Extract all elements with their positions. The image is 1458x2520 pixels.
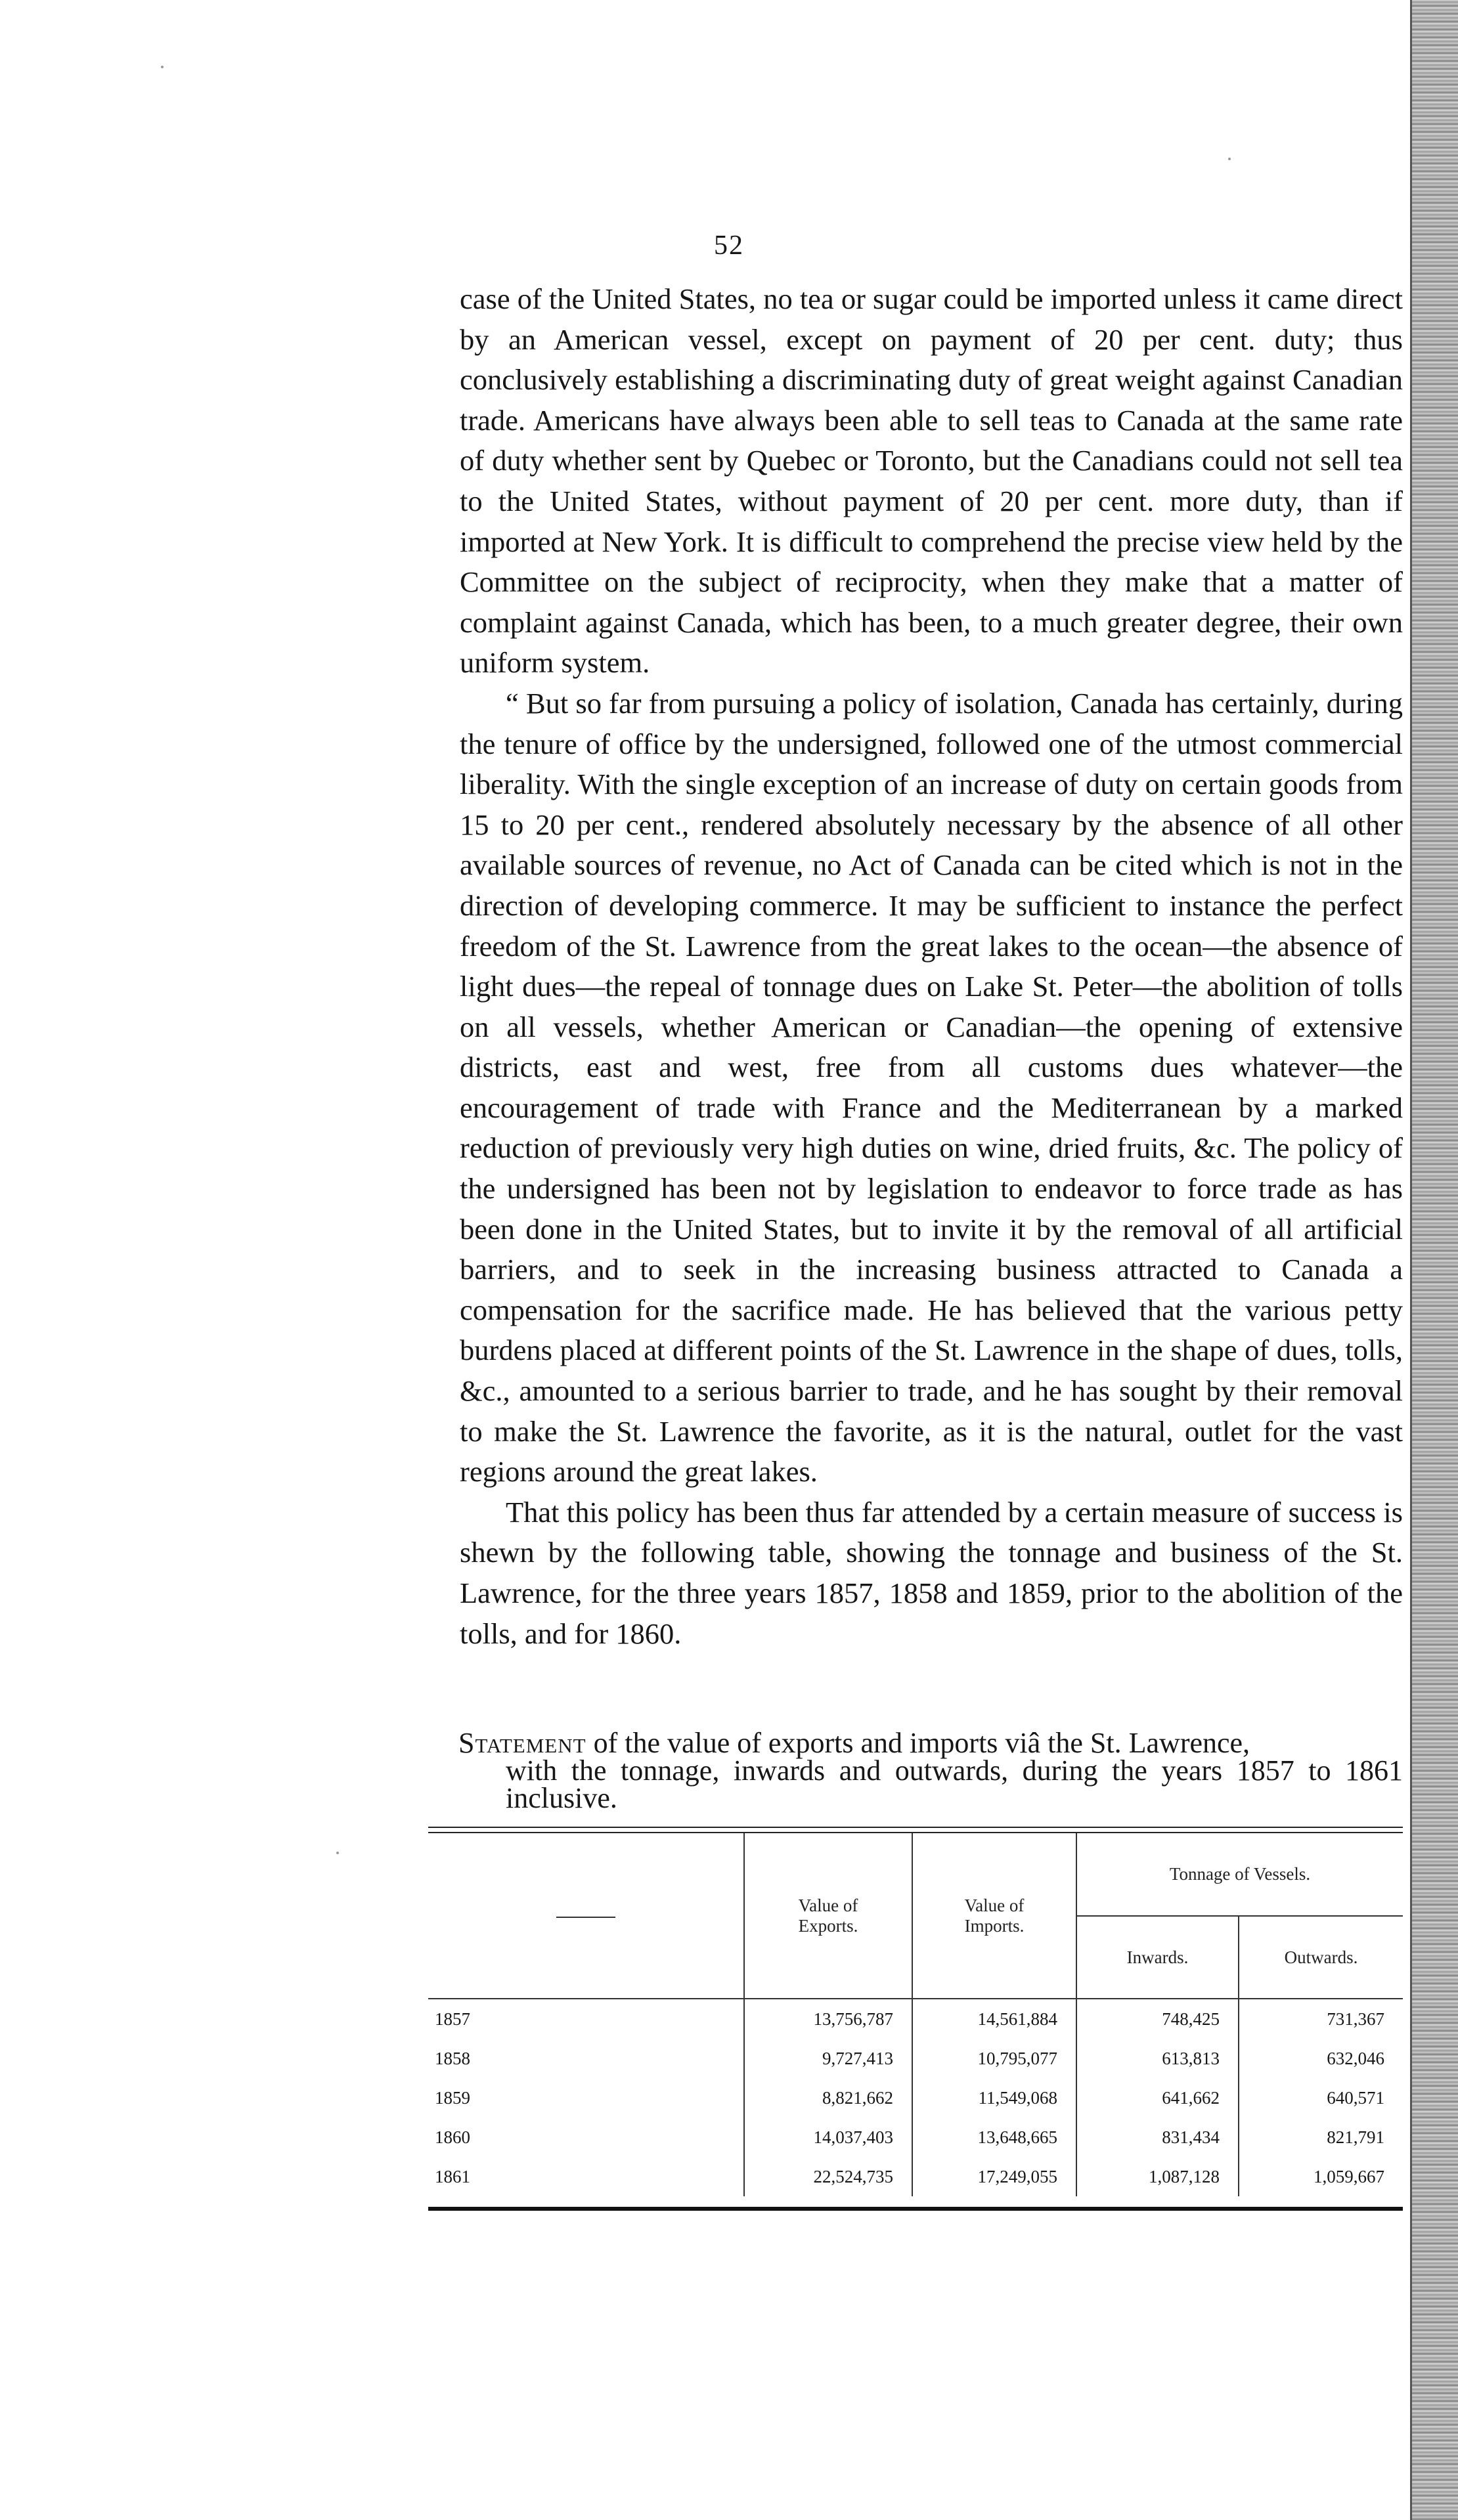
year-cell: 1861 — [435, 2166, 470, 2186]
imports-cell: 10,795,077 — [912, 2039, 1076, 2078]
table-row — [428, 2118, 1403, 2157]
exports-cell: 14,037,403 — [744, 2118, 912, 2157]
table-caption — [458, 1729, 1403, 1812]
outwards-cell: 640,571 — [1239, 2078, 1403, 2118]
inwards-cell: 613,813 — [1076, 2039, 1239, 2078]
paragraph-1: case of the United States, no tea or sugar could be imported unless it came direct by an American vessel, except on payment of 20 per cent. duty; thus conclusively establishing a discriminating duty of great weight against Canadian trade. Americans have always been able to sell teas to Canada at the same rate of duty whether sent by Quebec or Toronto, but the Canadians could not sell tea to the United States, without payment of 20 per cent. more duty, than if imported at New York. It is difficult to comprehend the precise view held by the Committee on the subject of reciprocity, when they make that a matter of complaint against Canada, which has been, to a much greater degree, their own uniform system. — [460, 282, 1403, 680]
statement-body: of the value of exports and imports viâ the St. Lawrence, — [593, 1727, 1250, 1759]
statistics-table — [428, 1827, 1403, 2211]
header-outwards: Outwards. — [1239, 1916, 1403, 1999]
inwards-cell: 831,434 — [1076, 2118, 1239, 2157]
imports-cell: 13,648,665 — [912, 2118, 1076, 2157]
paragraph-2: “ But so far from pursuing a policy of isolation, Canada has certainly, during the tenure of office by the undersigned, followed one of the utmost commercial liberality. With the single exception of an increase of duty on certain goods from 15 to 20 per cent., rendered absolutely necessary by the absence of all other available sources of revenue, no Act of Canada can be cited which is not in the direction of developing commerce. It may be sufficient to instance the perfect freedom of the St. Lawrence from the great lakes to the ocean—the absence of light dues—the repeal of tonnage dues on Lake St. Peter—the abolition of tolls on all vessels, whether American or Canadian—the opening of extensive districts, east and west, free from all customs dues whatever—the encouragement of trade with France and the Mediterranean by a marked reduction of previously very high duties on wine, dried fruits, &c. The policy of the undersigned has been not by legislation to endeavor to force trade as has been done in the United States, but to invite it by the removal of all artificial barriers, and to seek in the increasing business attracted to Canada a compensation for the sacrifice made. He has believed that the various petty burdens placed at different points of the St. Lawrence in the shape of dues, tolls, &c., amounted to a serious barrier to trade, and he has sought by their removal to make the St. Lawrence the favorite, as it is the natural, outlet for the vast regions around the great lakes. — [460, 686, 1403, 1488]
table-row — [428, 2039, 1403, 2078]
scan-speck — [1228, 158, 1231, 160]
year-cell: 1859 — [435, 2087, 470, 2108]
inwards-cell: 641,662 — [1076, 2078, 1239, 2118]
exports-cell: 8,821,662 — [744, 2078, 912, 2118]
inwards-cell: 748,425 — [1076, 1999, 1239, 2039]
statement-lead: Statement — [458, 1727, 586, 1759]
header-blank — [428, 1833, 744, 1999]
exports-cell: 13,756,787 — [744, 1999, 912, 2039]
table-top-rule — [428, 1827, 1403, 1828]
imports-cell: 11,549,068 — [912, 2078, 1076, 2118]
header-imports: Value of Imports. — [912, 1833, 1076, 1999]
statement-continuation: with the tonnage, inwards and outwards, during the years 1857 to 1861 inclusive. — [506, 1754, 1403, 1814]
imports-cell: 17,249,055 — [912, 2157, 1076, 2196]
exports-imports-table — [428, 1833, 1403, 2196]
outwards-cell: 632,046 — [1239, 2039, 1403, 2078]
year-cell: 1857 — [435, 2009, 470, 2029]
table-row — [428, 2078, 1403, 2118]
paragraph-3: That this policy has been thus far attended by a certain measure of success is shewn by the following table, showing the tonnage and business of the St. Lawrence, for the three years 1857, 1858 and 1859, prior to the abolition of the tolls, and for 1860. — [460, 1495, 1403, 1650]
exports-cell: 22,524,735 — [744, 2157, 912, 2196]
inwards-cell: 1,087,128 — [1076, 2157, 1239, 2196]
outwards-cell: 1,059,667 — [1239, 2157, 1403, 2196]
page-number: 52 — [714, 230, 744, 261]
year-cell: 1858 — [435, 2048, 470, 2068]
outwards-cell: 731,367 — [1239, 1999, 1403, 2039]
header-exports: Value of Exports. — [744, 1833, 912, 1999]
table-row — [428, 2157, 1403, 2196]
scan-speck — [161, 66, 164, 68]
imports-cell: 14,561,884 — [912, 1999, 1076, 2039]
scan-speck — [336, 1852, 339, 1854]
table-bottom-rule — [428, 2207, 1403, 2211]
scanned-page-edge — [1410, 0, 1458, 2520]
year-cell: 1860 — [435, 2127, 470, 2147]
header-tonnage: Tonnage of Vessels. — [1076, 1833, 1403, 1916]
table-row — [428, 1999, 1403, 2039]
header-inwards: Inwards. — [1076, 1916, 1239, 1999]
outwards-cell: 821,791 — [1239, 2118, 1403, 2157]
body-text — [460, 279, 1403, 1654]
exports-cell: 9,727,413 — [744, 2039, 912, 2078]
